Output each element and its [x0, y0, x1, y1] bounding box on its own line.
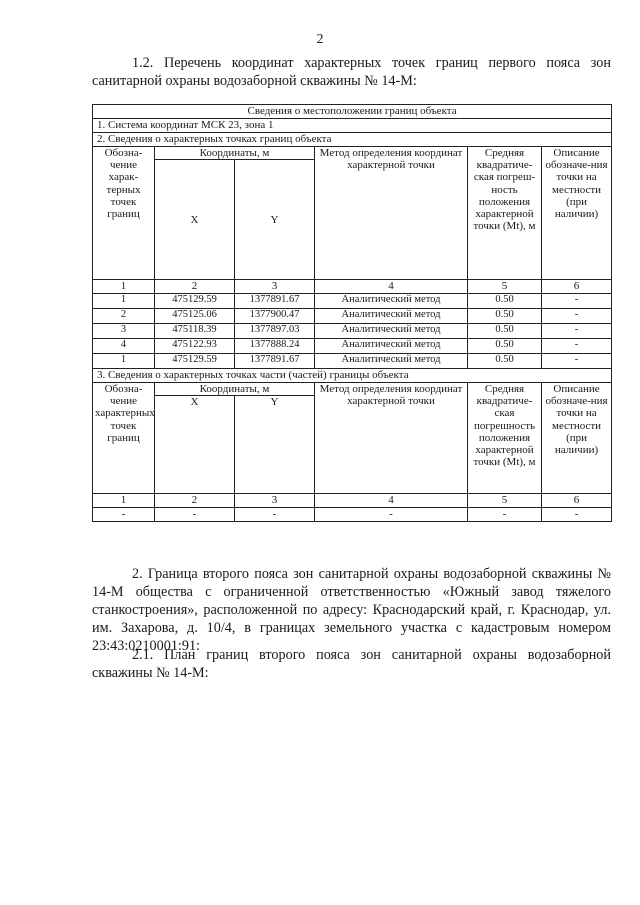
header-coordinates: Координаты, м: [155, 383, 315, 396]
table-row: [93, 309, 612, 324]
header-coordinates: Координаты, м: [155, 147, 315, 160]
col-number: 5: [468, 494, 542, 508]
x-cell: 475118.39: [155, 324, 235, 339]
table-row: [93, 508, 612, 522]
header-method: Метод определения координат характерной точки: [315, 383, 468, 494]
point-cell: 1: [93, 354, 155, 369]
error-cell: 0.50: [468, 354, 542, 369]
col-number: 4: [315, 494, 468, 508]
empty-cell: -: [315, 508, 468, 522]
method-cell: Аналитический метод: [315, 309, 468, 324]
col-number: 6: [542, 280, 612, 294]
table-row: [93, 324, 612, 339]
method-cell: Аналитический метод: [315, 339, 468, 354]
page-number: 2: [316, 32, 324, 47]
description-cell: -: [542, 309, 612, 324]
error-cell: 0.50: [468, 324, 542, 339]
point-cell: 3: [93, 324, 155, 339]
boundary-coordinates-table: [92, 104, 612, 522]
col-number: 1: [93, 280, 155, 294]
method-cell: Аналитический метод: [315, 354, 468, 369]
y-cell: 1377897.03: [235, 324, 315, 339]
header-y: Y: [235, 396, 315, 494]
point-cell: 4: [93, 339, 155, 354]
col-number: 3: [235, 280, 315, 294]
point-cell: 2: [93, 309, 155, 324]
description-cell: -: [542, 294, 612, 309]
method-cell: Аналитический метод: [315, 294, 468, 309]
section-2-paragraph: 2. Граница второго пояса зон санитарной охраны водозаборной скважины № 14-М общества с ограниченной ответственностью «Южный завод тяжелого станкостроения», расположенной по адресу: Краснодарский край, г. Краснодар, ул. им. Захарова, д. 10/4, в границах земельного участка с кадастровым номером 23:43:0210001:91:: [92, 566, 611, 654]
col-number: 5: [468, 280, 542, 294]
header-y: Y: [235, 160, 315, 280]
col-number: 2: [155, 280, 235, 294]
x-cell: 475129.59: [155, 294, 235, 309]
point-cell: 1: [93, 294, 155, 309]
header-error: Средняя квадратиче-ская погрешность положения характерной точки (Mt), м: [468, 383, 542, 494]
col-number: 4: [315, 280, 468, 294]
method-cell: Аналитический метод: [315, 324, 468, 339]
header-description: Описание обозначе-ния точки на местности (при наличии): [542, 147, 612, 280]
section-1-2-heading: 1.2. Перечень координат характерных точек границ первого пояса зон санитарной охраны водозаборной скважины № 14-М:: [92, 55, 611, 89]
header-error: Средняя квадратиче-ская погреш-ность положения характерной точки (Mt), м: [468, 147, 542, 280]
table-row: [93, 354, 612, 369]
header-point-designation: Обозна-чение характерных точек границ: [93, 383, 155, 494]
y-cell: 1377891.67: [235, 294, 315, 309]
description-cell: -: [542, 324, 612, 339]
header-method: Метод определения координат характерной точки: [315, 147, 468, 280]
empty-cell: -: [542, 508, 612, 522]
table-title: Сведения о местоположении границ объекта: [93, 105, 612, 119]
x-cell: 475122.93: [155, 339, 235, 354]
y-cell: 1377891.67: [235, 354, 315, 369]
error-cell: 0.50: [468, 309, 542, 324]
x-cell: 475129.59: [155, 354, 235, 369]
col-number: 1: [93, 494, 155, 508]
empty-cell: -: [155, 508, 235, 522]
header-point-designation: Обозна-чение харак-терных точек границ: [93, 147, 155, 280]
empty-cell: -: [468, 508, 542, 522]
empty-cell: -: [93, 508, 155, 522]
header-x: X: [155, 396, 235, 494]
coord-system-row: 1. Система координат МСК 23, зона 1: [93, 119, 612, 133]
section-2-title: 2. Сведения о характерных точках границ объекта: [93, 133, 612, 147]
table-row: [93, 339, 612, 354]
header-x: X: [155, 160, 235, 280]
table-row: [93, 294, 612, 309]
y-cell: 1377900.47: [235, 309, 315, 324]
description-cell: -: [542, 354, 612, 369]
section-2-1-paragraph: 2.1. План границ второго пояса зон санитарной охраны водозаборной скважины № 14-М:: [92, 647, 611, 681]
empty-cell: -: [235, 508, 315, 522]
description-cell: -: [542, 339, 612, 354]
col-number: 3: [235, 494, 315, 508]
y-cell: 1377888.24: [235, 339, 315, 354]
x-cell: 475125.06: [155, 309, 235, 324]
error-cell: 0.50: [468, 339, 542, 354]
section-3-title: 3. Сведения о характерных точках части (частей) границы объекта: [93, 369, 612, 383]
col-number: 6: [542, 494, 612, 508]
col-number: 2: [155, 494, 235, 508]
error-cell: 0.50: [468, 294, 542, 309]
header-description: Описание обозначе-ния точки на местности (при наличии): [542, 383, 612, 494]
